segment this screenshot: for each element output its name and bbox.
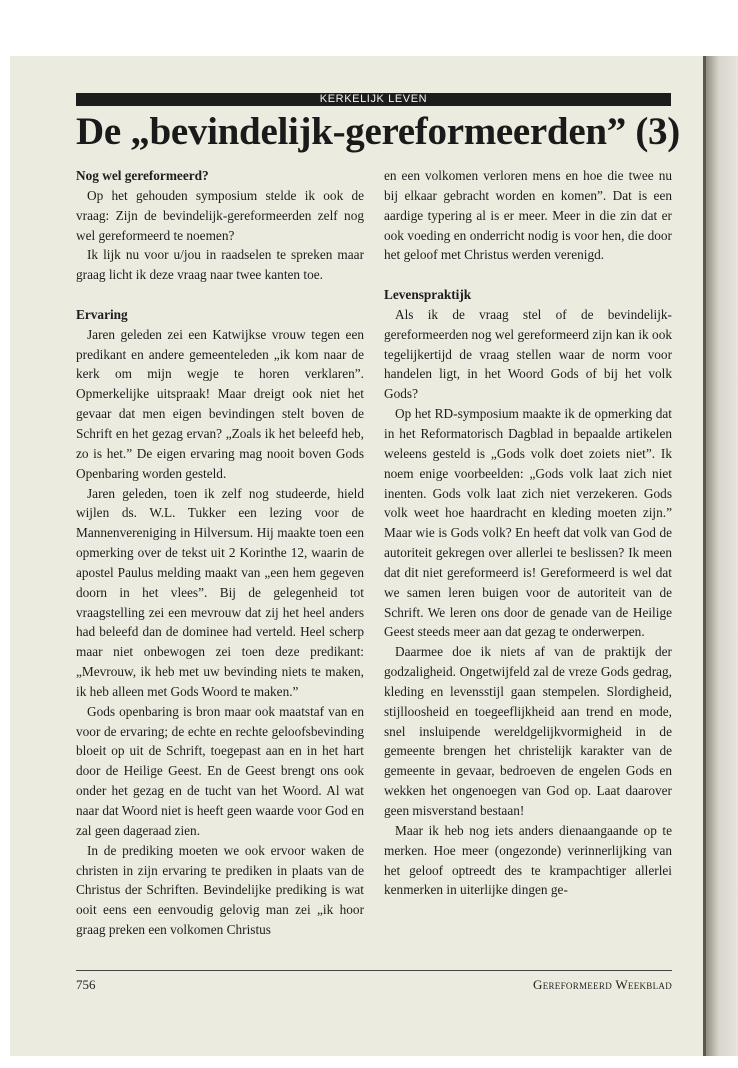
left-column [76,166,364,940]
body-paragraph: Als ik de vraag stel of de bevindelijk-gereformeerden nog wel gereformeerd zijn kan ik ook tegelijkertijd de vraag stellen waar de norm voor handelen ligt, in het Woord Gods of bij het volk Gods? [384,306,672,402]
body-paragraph: Op het RD-symposium maakte ik de opmerking dat in het Reformatorisch Dagblad in bepaalde artikelen weleens gesteld is „Gods volk doet zoiets niet”. Ik noem enige voorbeelden: „Gods volk laat zich niet inenten. Gods volk laat zich niet verzekeren. Gods volk weet hoe haardracht en kleding moeten zijn.” Maar wie is Gods volk? En heeft dat volk van God de autoriteit gekregen over allerlei te beslissen? Ik meen dat dit niet gereformeerd is! Gereformeerd is wel dat we samen leren buigen voor de autoriteit van de Schrift. We leren ons door de genade van de Heilige Geest steeds meer aan dat gezag te onderwerpen. [384,406,672,640]
footer-rule [76,970,672,971]
subheading: Ervaring [76,306,128,322]
paragraph-spacer [76,285,364,305]
body-paragraph: en een volkomen verloren mens en hoe die twee nu bij elkaar gebracht worden en komen”. Dat is een aardige typering al is er meer. Meer in die zin dat er ook voeding en onderricht nodig is voor hen, die door het geloof met Christus werden verenigd. [384,168,672,263]
body-paragraph: In de prediking moeten we ook ervoor waken de christen in zijn ervaring te prediken in plaats van de Christus der Schriften. Bevindelijke prediking is wat ooit eens een eenvoudig gelovig man zei „ik hoor graag preken een volkomen Christus [76,842,364,938]
body-paragraph: Op het gehouden symposium stelde ik ook de vraag: Zijn de bevindelijk-gereformeerden zelf nog wel gereformeerd te noemen? [76,187,364,243]
subheading: Levenspraktijk [384,287,472,303]
body-paragraph: Maar ik heb nog iets anders dienaangaande op te merken. Hoe meer (ongezonde) verinnerlijking van het geloof optreedt des te krampachtiger allerlei kenmerken in uiterlijke dingen ge- [384,822,672,898]
subheading: Nog wel gereformeerd? [76,168,209,183]
right-column [384,166,672,900]
adjacent-page-edge [706,56,738,1056]
body-paragraph: Jaren geleden zei een Katwijkse vrouw tegen een predikant en andere gemeenteleden „ik kom naar de kerk om mijn wegje te horen verklaren”. Opmerkelijke uitspraak! Maar dreigt ook niet het gevaar dat men eigen bevindingen stelt boven de Schrift en het gezag ervan? „Zoals ik het beleefd heb, zo is het.” De eigen ervaring mag nooit boven Gods Openbaring worden gesteld. [76,326,364,481]
page-number: 756 [76,977,96,992]
body-paragraph: Jaren geleden, toen ik zelf nog studeerde, hield wijlen ds. W.L. Tukker een lezing voor de Mannenvereniging in Hilversum. Hij maakte toen een opmerking over de tekst uit 2 Korinthe 12, waarin de apostel Paulus melding maakt van „een hem gegeven doorn in het vlees”. Bij de gelegenheid tot vraagstelling zei een mevrouw dat zij het heel anders had beleefd dan de dominee had verteld. Heel scherp maar niet onbewogen zei toen deze predikant: „Mevrouw, ik heb met uw bevinding niets te maken, ik heb alleen met Gods Woord te maken.” [76,485,364,699]
body-paragraph: Gods openbaring is bron maar ook maatstaf van en voor de ervaring; de echte en rechte geloofsbevinding bloeit op uit de Schrift, toegepast aan en in het hart door de Heilige Geest. En de Geest brengt ons ook onder het gezag en de tucht van het Woord. Al wat naar dat Woord niet is heeft geen waarde voor God en zal geen dageraad zien. [76,703,364,838]
body-paragraph: Daarmee doe ik niets af van de praktijk der godzaligheid. Ongetwijfeld zal de vreze Gods gedrag, kleding en levensstijl gaan stempelen. Slordigheid, stijlloosheid en toegeeflijkheid aan trend en mode, snel insluipende wereldgelijkvormigheid in de gemeente brengen het christelijk karakter van de gemeente in gevaar, bedroeven de engelen Gods en wekken het ongenoegen van God op. Laat daarover geen misverstand bestaan! [384,644,672,818]
body-paragraph: Ik lijk nu voor u/jou in raadselen te spreken maar graag licht ik deze vraag naar twee kanten toe. [76,247,364,283]
article-title: De „bevindelijk-gereformeerden” (3) [76,110,680,153]
publication-name: Gereformeerd Weekblad [533,977,672,992]
section-header: KERKELIJK LEVEN [76,93,671,106]
paragraph-spacer [384,265,672,285]
